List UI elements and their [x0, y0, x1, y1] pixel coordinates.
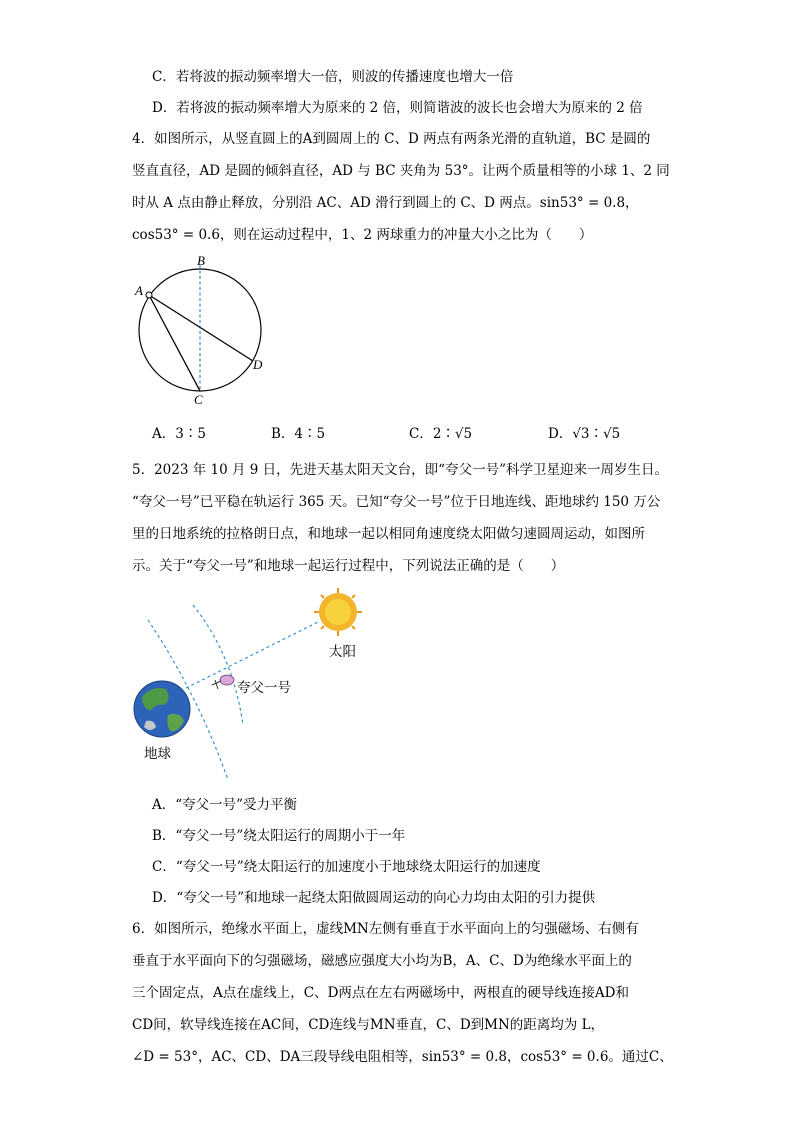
q5-option-c: C．“夸父一号”绕太阳运行的加速度小于地球绕太阳运行的加速度	[152, 859, 541, 875]
point-a-marker	[146, 292, 152, 298]
label-c: C	[194, 392, 203, 407]
q5-stem-line-2: “夸父一号”已平稳在轨运行 365 天。已知“夸父一号”位于日地连线、距地球约 150 万公	[132, 494, 661, 510]
label-d: D	[253, 357, 263, 372]
q6-stem-line-2: 垂直于水平面向下的匀强磁场，磁感应强度大小均为B，A、C、D为绝缘水平面上的	[132, 953, 632, 969]
q4-stem-line-4: cos53° = 0.6，则在运动过程中，1、2 两球重力的冲量大小之比为（ ）	[132, 227, 593, 243]
earth-icon	[134, 681, 190, 737]
label-b: B	[197, 253, 205, 268]
q4-circle-figure	[128, 248, 268, 408]
track-ad	[149, 295, 253, 361]
q3-option-c: C．若将波的振动频率增大一倍，则波的传播速度也增大一倍	[152, 69, 514, 85]
q4-option-a: A．3∶5	[152, 426, 206, 442]
q5-option-a: A．“夸父一号”受力平衡	[152, 797, 298, 813]
label-a: A	[135, 283, 143, 298]
q5-stem-line-1: 5．2023 年 10 月 9 日，先进天基太阳天文台，即“夸父一号”科学卫星迎来一周岁生日。	[132, 462, 668, 478]
satellite-icon	[212, 675, 234, 689]
q5-stem-line-3: 里的日地系统的拉格朗日点，和地球一起以相同角速度绕太阳做匀速圆周运动，如图所	[132, 526, 645, 542]
q4-stem-line-1: 4．如图所示，从竖直圆上的A到圆周上的 C、D 两点有两条光滑的直轨道，BC 是圆的	[132, 131, 651, 147]
sun-icon	[314, 588, 362, 636]
q6-stem-line-1: 6．如图所示，绝缘水平面上，虚线MN左侧有垂直于水平面向上的匀强磁场、右侧有	[132, 921, 639, 937]
q6-stem-line-3: 三个固定点，A点在虚线上，C、D两点在左右两磁场中，两根直的硬导线连接AD和	[132, 985, 629, 1001]
q4-option-d: D．√3∶√5	[548, 426, 621, 442]
earth-label: 地球	[144, 746, 171, 762]
q3-option-d: D．若将波的振动频率增大为原来的 2 倍，则简谐波的波长也会增大为原来的 2 倍	[152, 100, 643, 116]
q4-stem-line-2: 竖直直径，AD 是圆的倾斜直径，AD 与 BC 夹角为 53°。让两个质量相等的小球 1、2 同	[132, 163, 670, 179]
sun-label: 太阳	[329, 644, 356, 660]
q4-option-b: B．4∶5	[271, 426, 326, 442]
satellite-label: 夸父一号	[237, 680, 291, 696]
q6-stem-line-4: CD间，软导线连接在AC间，CD连线与MN垂直，C、D到MN的距离均为 L，	[132, 1017, 605, 1033]
satellite-orbit-arc	[193, 605, 243, 725]
q4-option-c: C．2∶√5	[409, 426, 473, 442]
q5-option-b: B．“夸父一号”绕太阳运行的周期小于一年	[152, 828, 406, 844]
q5-stem-line-4: 示。关于“夸父一号”和地球一起运行过程中，下列说法正确的是（ ）	[132, 558, 565, 574]
q5-option-d: D．“夸父一号”和地球一起绕太阳做圆周运动的向心力均由太阳的引力提供	[152, 890, 596, 906]
track-ac	[149, 295, 200, 391]
q4-stem-line-3: 时从 A 点由静止释放，分别沿 AC、AD 滑行到圆上的 C、D 两点。sin53° = 0.8，	[132, 195, 639, 211]
q6-stem-line-5: ∠D = 53°，AC、CD、DA三段导线电阻相等，sin53° = 0.8，cos53° = 0.6。通过C、	[132, 1049, 673, 1065]
